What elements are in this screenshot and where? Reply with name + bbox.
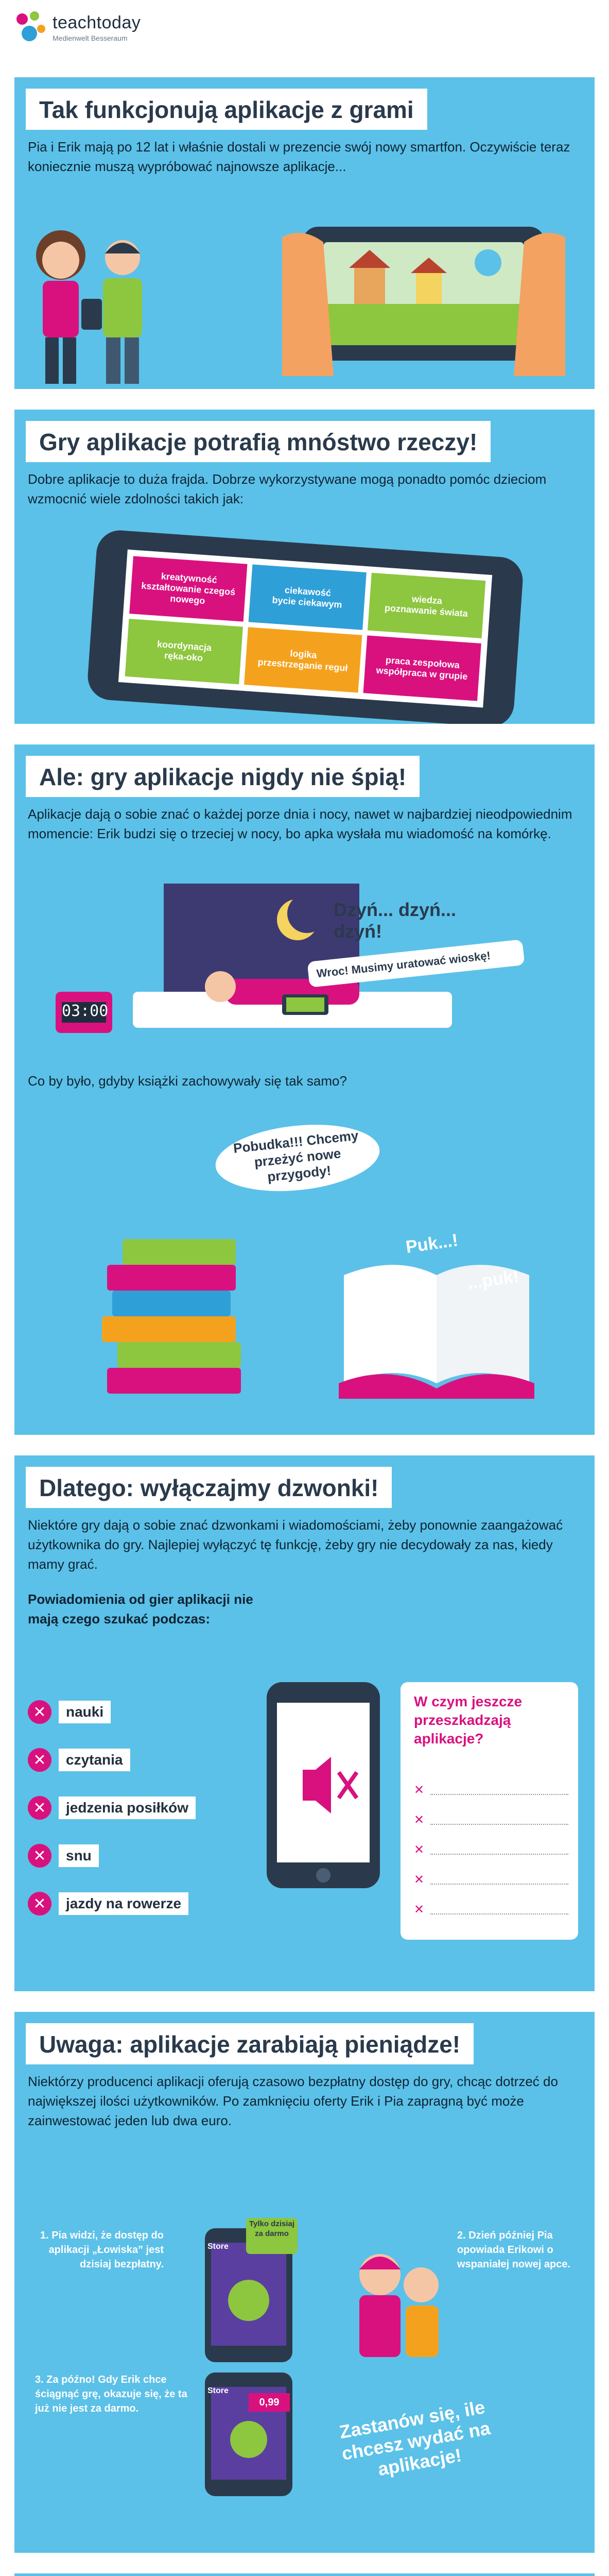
books-question-text: Co by było, gdyby książki zachowywały się tak samo? — [28, 1073, 347, 1089]
tablet-illustration — [86, 529, 525, 724]
cross-icon: ✕ — [28, 1844, 51, 1868]
list-item-label: snu — [59, 1844, 99, 1867]
list-item — [28, 1844, 99, 1868]
list-item — [28, 1700, 111, 1724]
header — [0, 0, 609, 62]
question-bubble-lines — [414, 1775, 568, 1924]
skill-tile: praca zespołowa współpraca w grupie — [363, 635, 481, 701]
section-disable-notifications — [14, 1455, 595, 1991]
store-label-1: Store — [207, 2242, 229, 2251]
section-app-benefits — [14, 410, 595, 724]
game-shout-bubble: Wroc! Musimy uratować wioskę! — [307, 939, 525, 988]
price-tag: 0,99 — [249, 2393, 290, 2412]
books-shout-bubble: Pobudka!!! Chcemy przeżyć nowe przygody! — [212, 1117, 382, 1199]
cross-icon: ✕ — [414, 1812, 425, 1827]
cross-icon: ✕ — [414, 1842, 425, 1857]
cross-icon: ✕ — [28, 1892, 51, 1916]
step-1-text: 1. Pia widzi, że dostęp do aplikacji „Łowiska” jest dzisiaj bezpłatny. — [40, 2230, 164, 2270]
section-text: Dobre aplikacje to duża frajda. Dobrze wykorzystywane mogą ponadto pomóc dzieciom wzmocnić wiele zdolności takich jak: — [28, 471, 547, 506]
list-item-label: czytania — [59, 1749, 130, 1771]
list-item — [28, 1796, 196, 1820]
step-3-text: 3. Za późno! Gdy Erik chce ściągnąć grę, okazuje się, że ta już nie jest za darmo. — [35, 2374, 187, 2414]
list-item-label: jazdy na rowerze — [59, 1892, 188, 1915]
list-item-label: jedzenia posiłków — [59, 1797, 196, 1819]
cross-icon: ✕ — [28, 1748, 51, 1772]
skills-grid — [118, 550, 492, 708]
kids-playing-illustration — [14, 206, 595, 389]
section-title: Gry aplikacje potrafią mnóstwo rzeczy! — [26, 421, 491, 462]
brand-tagline: Medienwelt Besseraum — [53, 33, 128, 42]
list-item — [28, 1748, 130, 1772]
teachtoday-logo[interactable] — [14, 11, 141, 43]
skill-tile: wiedza poznawanie świata — [368, 573, 485, 638]
section-text: Pia i Erik mają po 12 lat i właśnie dostali w prezencie swój nowy smartfon. Oczywiście teraz koniecznie muszą wypróbować najnowsze aplikacje... — [28, 139, 570, 174]
free-today-badge: Tylko dzisiaj za darmo — [249, 2219, 295, 2238]
section-title: Tak funkcjonują aplikacje z grami — [26, 89, 427, 130]
ringing-sound-text: Dzyń... dzyń... dzyń! — [334, 899, 457, 942]
section-title: Dlatego: wyłączajmy dzwonki! — [26, 1467, 392, 1508]
section-title: Uwaga: aplikacje zarabiają pieniądze! — [26, 2023, 474, 2064]
cross-icon: ✕ — [28, 1796, 51, 1820]
store-label-2: Store — [207, 2386, 229, 2395]
skill-tile: kreatywność kształtowanie czegoś nowego — [129, 556, 247, 621]
skill-tile: koordynacja ręka-oko — [125, 619, 243, 684]
cross-icon: ✕ — [414, 1783, 425, 1797]
muted-phone-illustration — [256, 1682, 390, 1899]
knock-text-1: Puk...! — [404, 1230, 460, 1257]
logo-mark-icon — [14, 11, 46, 43]
skill-tile: ciekawość bycie ciekawym — [249, 565, 367, 630]
step-2-text: 2. Dzień później Pia opowiada Erikowi o wspaniałej nowej apce. — [457, 2230, 571, 2270]
skill-tile: logika przestrzeganie reguł — [244, 627, 362, 692]
section-apps-make-money — [14, 2012, 595, 2553]
section-apps-intro — [14, 77, 595, 389]
section-text: Niektórzy producenci aplikacji oferują czasowo bezpłatny dostęp do gry, chcąc dotrzeć do największej ilości użytkowników. Po zamknięciu oferty Erik i Pia zapragną być może zainwestować jeden lub dwa euro. — [28, 2074, 558, 2128]
books-illustration — [76, 1198, 540, 1414]
notifications-subtitle: Powiadomienia od gier aplikacji nie mają czego szukać podczas: — [28, 1591, 253, 1626]
cross-icon: ✕ — [28, 1700, 51, 1724]
question-bubble-title: W czym jeszcze przeszkadzają aplikacje? — [414, 1693, 523, 1747]
list-item-label: nauki — [59, 1701, 111, 1723]
cross-icon: ✕ — [414, 1902, 425, 1917]
list-item — [28, 1892, 188, 1916]
spend-question-text: Zastanów się, ile chcesz wydać na aplikacje! — [338, 2396, 492, 2480]
section-shared-solutions — [14, 2573, 595, 2576]
section-text: Aplikacje dają o sobie znać o każdej porze dnia i nocy, nawet w najbardziej nieodpowiednim momencie: Erik budzi się o trzeciej w nocy, bo apka wysłała mu wiadomość na komórkę. — [28, 806, 572, 841]
section-apps-never-sleep — [14, 744, 595, 1435]
question-bubble — [401, 1682, 578, 1940]
section-title: Ale: gry aplikacje nigdy nie śpią! — [26, 756, 420, 797]
section-text: Niektóre gry dają o sobie znać dzwonkami i wiadomościami, żeby ponownie zaangażować użytkownika do gry. Najlepiej wyłączyć tę funkcję, żeby gry nie decydowały za nas, kiedy mamy grać. — [28, 1517, 563, 1572]
brand-name: teachtoday — [53, 12, 141, 32]
knock-text-2: ...puk! — [466, 1266, 520, 1293]
cross-icon: ✕ — [414, 1872, 425, 1887]
alarm-clock-time: 03:00 — [62, 1002, 109, 1020]
